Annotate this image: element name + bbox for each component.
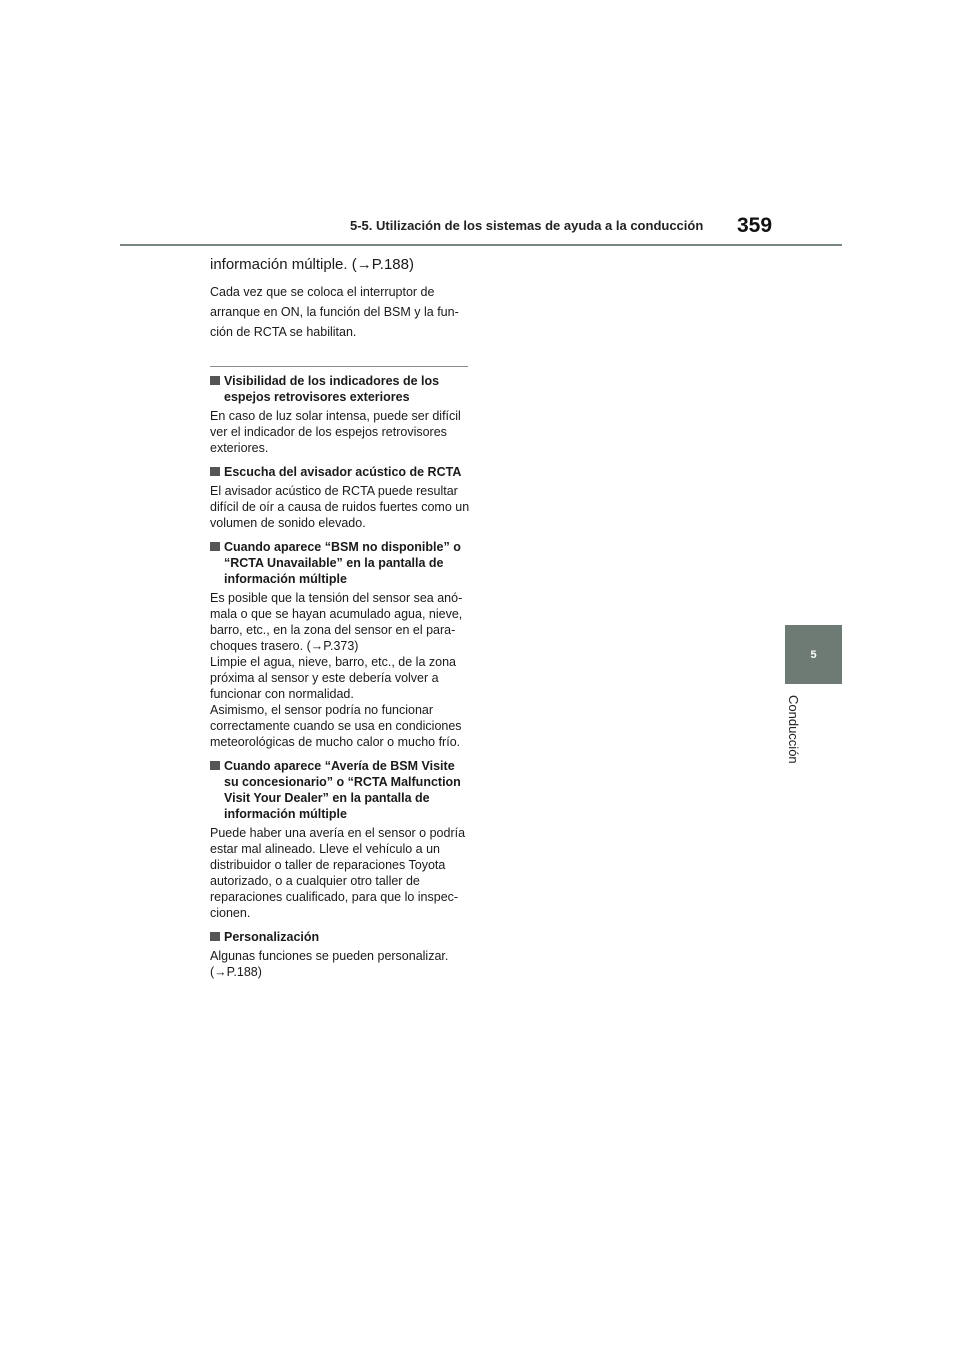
note-paragraph: Limpie el agua, nieve, barro, etc., de la zona próxima al sensor y este debería volver a funcionar con normalidad.: [210, 655, 456, 701]
note-customization: [210, 929, 472, 980]
intro-paragraph: [210, 282, 472, 342]
note-title-text: Personalización: [224, 930, 320, 944]
note-title: [210, 758, 472, 822]
intro-line: arranque en ON, la función del BSM y la fun-: [210, 305, 459, 319]
note-title: [210, 539, 472, 587]
note-title: [210, 929, 472, 945]
square-bullet-icon: [210, 542, 220, 551]
note-paragraph: Asimismo, el sensor podría no funcionar correctamente cuando se usa en condiciones meteorológicas de mucho calor o mucho frío.: [210, 703, 462, 749]
note-title-text: Escucha del avisador acústico de RCTA: [224, 465, 462, 479]
note-title: [210, 464, 472, 480]
note-body: [210, 483, 472, 531]
lead-text: información múltiple. (→P.188): [210, 256, 414, 273]
note-title-text: Visibilidad de los indicadores de los espejos retrovisores exteriores: [224, 374, 440, 404]
chapter-label: Conducción: [786, 695, 801, 764]
square-bullet-icon: [210, 376, 220, 385]
note-paragraph: Es posible que la tensión del sensor sea anó-mala o que se hayan acumulado agua, nieve, barro, etc., en la zona del sensor en el para-choques trasero. (→P.373): [210, 591, 463, 653]
note-rcta-buzzer: [210, 464, 472, 531]
note-paragraph: Algunas funciones se pueden personalizar. (→P.188): [210, 949, 449, 979]
intro-line: ción de RCTA se habilitan.: [210, 325, 357, 339]
note-paragraph: En caso de luz solar intensa, puede ser difícil ver el indicador de los espejos retrovisores exteriores.: [210, 409, 461, 455]
note-bsm-malfunction: [210, 758, 472, 921]
note-body: [210, 408, 472, 456]
note-visibility: [210, 373, 472, 456]
note-body: [210, 825, 472, 921]
note-bsm-unavailable: [210, 539, 472, 750]
square-bullet-icon: [210, 761, 220, 770]
note-paragraph: El avisador acústico de RCTA puede resultar difícil de oír a causa de ruidos fuertes como un volumen de sonido elevado.: [210, 484, 470, 530]
note-title-text: Cuando aparece “Avería de BSM Visite su concesionario” o “RCTA Malfunction Visit Your Dealer” en la pantalla de información múltiple: [224, 759, 461, 821]
header-divider: [120, 244, 842, 246]
page-number: 359: [737, 214, 773, 237]
square-bullet-icon: [210, 467, 220, 476]
main-content: [210, 253, 472, 988]
chapter-number: 5: [810, 648, 817, 661]
note-title-text: Cuando aparece “BSM no disponible” o “RCTA Unavailable” en la pantalla de información múltiple: [224, 540, 461, 586]
intro-line: Cada vez que se coloca el interruptor de: [210, 285, 435, 299]
section-header-title: 5-5. Utilización de los sistemas de ayuda a la conducción: [350, 218, 704, 233]
section-divider: [210, 366, 468, 367]
square-bullet-icon: [210, 932, 220, 941]
note-title: [210, 373, 472, 405]
note-paragraph: Puede haber una avería en el sensor o podría estar mal alineado. Lleve el vehículo a un distribuidor o taller de reparaciones Toyota autorizado, o a cualquier otro taller de reparaciones cualificado, para que lo inspec-cionen.: [210, 826, 466, 920]
note-body: [210, 948, 472, 980]
chapter-tab: [785, 625, 842, 684]
note-body: [210, 590, 472, 750]
